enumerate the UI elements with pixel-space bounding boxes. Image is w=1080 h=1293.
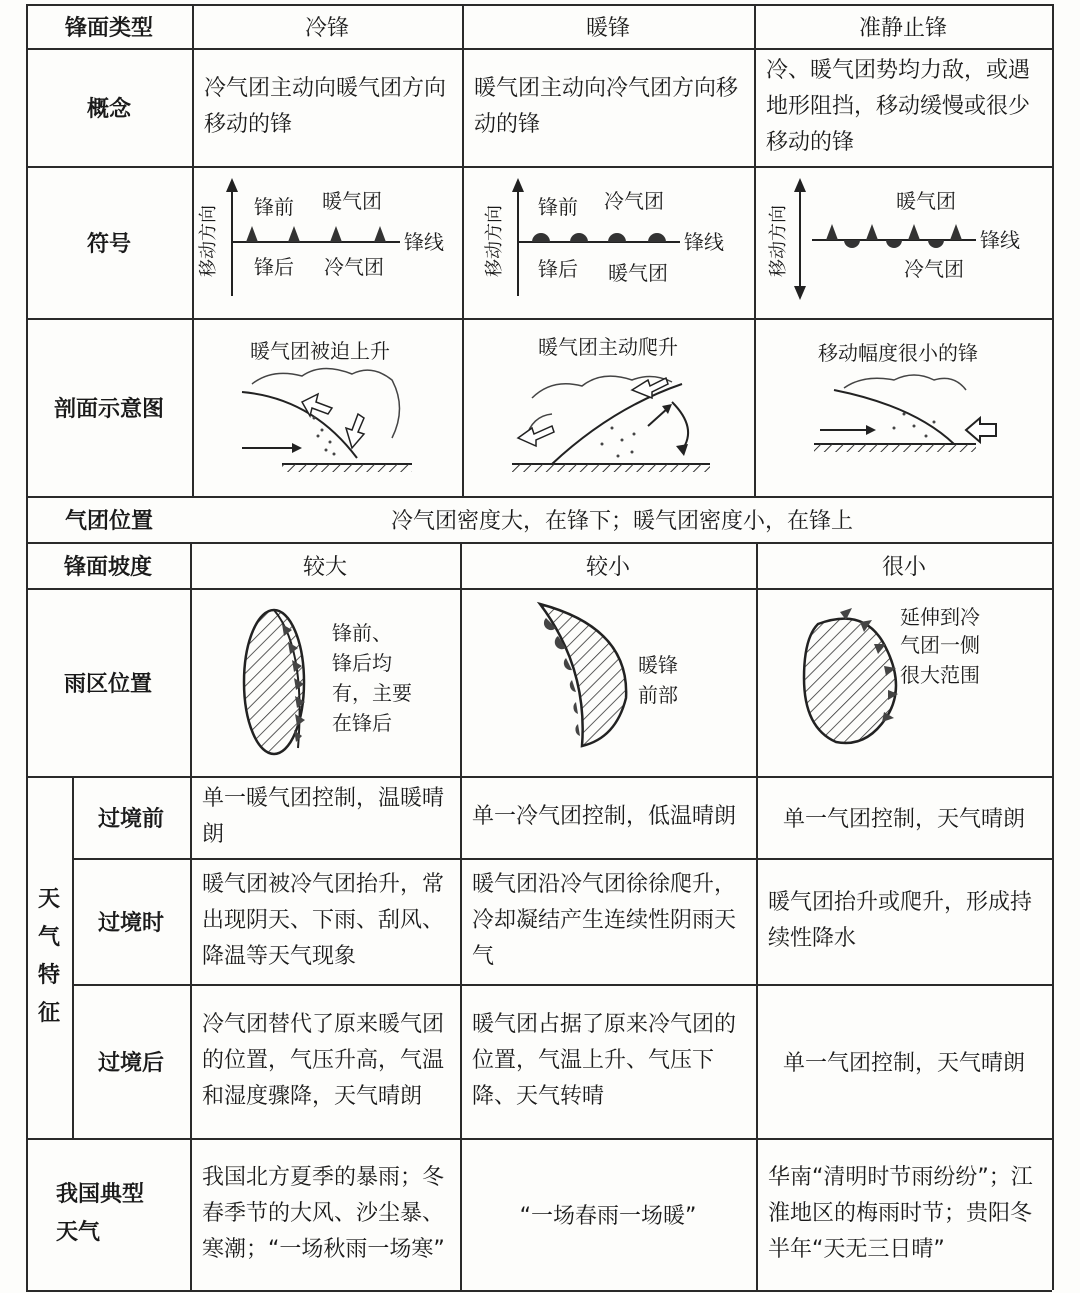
cold-rain-line-2: 锋后均	[332, 651, 392, 675]
cold-rain-line-3: 有，主要	[332, 681, 412, 705]
stationary-lower-mass: 冷气团	[904, 257, 964, 281]
cold-rain-area-diagram	[190, 588, 460, 776]
cold-rain-line-4: 在锋后	[332, 711, 392, 735]
row-label-symbol: 符号	[86, 231, 131, 257]
row-label-air-mass-position: 气团位置	[64, 508, 153, 534]
warm-front-side: 锋前	[538, 195, 578, 219]
header-stationary-front: 准静止锋	[858, 15, 947, 41]
slope-stationary: 很小	[881, 554, 926, 580]
warm-rain-line-2: 前部	[638, 683, 678, 707]
stationary-rain-line-1: 延伸到冷	[900, 605, 980, 629]
row-label-rain-area: 雨区位置	[63, 671, 152, 697]
warm-upper-mass: 冷气团	[604, 189, 664, 213]
cold-front-symbol	[192, 166, 462, 318]
during-stationary: 暖气团抬升或爬升，形成持续性降水	[768, 890, 1033, 951]
header-warm-front: 暖锋	[585, 15, 630, 41]
row-label-slope: 锋面坡度	[63, 554, 152, 580]
slope-cold: 较大	[302, 554, 347, 580]
stationary-rain-area-diagram	[756, 588, 1052, 776]
header-type: 锋面类型	[64, 15, 153, 41]
during-cold: 暖气团被冷气团抬升，常出现阴天、下雨、刮风、降温等天气现象	[202, 872, 445, 969]
warm-front-line: 锋线	[684, 230, 724, 254]
cold-front-side: 锋前	[254, 195, 294, 219]
stationary-rain-line-2: 气团一侧	[900, 633, 980, 657]
warm-front-symbol	[462, 166, 754, 318]
cold-profile-caption: 暖气团被迫上升	[250, 339, 390, 363]
before-stationary: 单一气团控制，天气晴朗	[782, 806, 1025, 832]
warm-front-profile	[462, 318, 754, 496]
concept-cold: 冷气团主动向暖气团方向移动的锋	[204, 76, 447, 137]
before-warm: 单一冷气团控制，低温晴朗	[472, 804, 737, 829]
typical-cold: 我国北方夏季的暴雨；冬春季节的大风、沙尘暴、寒潮；“一场秋雨一场寒”	[202, 1165, 445, 1262]
stationary-front-profile	[754, 318, 1052, 496]
cold-rain-line-1: 锋前、	[332, 621, 392, 645]
before-cold: 单一暖气团控制，温暖晴朗	[202, 786, 445, 847]
stationary-front-line: 锋线	[980, 228, 1020, 252]
after-stationary: 单一气团控制，天气晴朗	[782, 1050, 1025, 1076]
concept-stationary: 冷、暖气团势均力敌，或遇地形阻挡，移动缓慢或很少移动的锋	[766, 58, 1031, 155]
weather-group-label: 天气特征	[37, 887, 60, 1026]
row-label-typical: 我国典型天气	[56, 1182, 145, 1245]
during-warm: 暖气团沿冷气团徐徐爬升，冷却凝结产生连续性阴雨天气	[472, 872, 737, 969]
cold-front-line: 锋线	[404, 230, 444, 254]
slope-warm: 较小	[585, 554, 630, 580]
svg-text:移动方向: 移动方向	[484, 205, 505, 277]
row-label-during: 过境时	[97, 910, 164, 936]
row-label-after: 过境后	[97, 1050, 164, 1076]
cold-upper-mass: 暖气团	[322, 189, 382, 213]
stationary-front-symbol	[754, 166, 1052, 318]
warm-rain-area-diagram	[460, 588, 756, 776]
typical-warm: “一场春雨一场暖”	[519, 1203, 697, 1229]
air-mass-position-text: 冷气团密度大，在锋下；暖气团密度小，在锋上	[390, 508, 853, 534]
cold-back-side: 锋后	[254, 255, 294, 279]
after-cold: 冷气团替代了原来暖气团的位置，气压升高，气温和湿度骤降，天气晴朗	[202, 1012, 445, 1109]
cold-lower-mass: 冷气团	[324, 255, 384, 279]
row-label-concept: 概念	[86, 96, 131, 122]
stationary-profile-caption: 移动幅度很小的锋	[818, 341, 978, 365]
warm-back-side: 锋后	[538, 257, 578, 281]
warm-rain-line-1: 暖锋	[638, 653, 678, 677]
after-warm: 暖气团占据了原来冷气团的位置，气温上升、气压下降、天气转晴	[472, 1012, 737, 1109]
svg-text:移动方向: 移动方向	[768, 205, 789, 277]
warm-profile-caption: 暖气团主动爬升	[538, 335, 678, 359]
cold-front-profile	[192, 318, 462, 496]
warm-lower-mass: 暖气团	[608, 261, 668, 285]
header-cold-front: 冷锋	[304, 15, 349, 41]
move-direction-label: 移动方向	[198, 205, 219, 277]
typical-stationary: 华南“清明时节雨纷纷”；江淮地区的梅雨时节；贵阳冬半年“天无三日晴”	[768, 1165, 1033, 1262]
stationary-rain-line-3: 很大范围	[900, 663, 980, 687]
stationary-upper-mass: 暖气团	[896, 189, 956, 213]
concept-warm: 暖气团主动向冷气团方向移动的锋	[474, 76, 739, 137]
weather-group-label-cell	[26, 776, 72, 1138]
row-label-profile: 剖面示意图	[53, 396, 164, 422]
row-label-before: 过境前	[97, 806, 164, 832]
